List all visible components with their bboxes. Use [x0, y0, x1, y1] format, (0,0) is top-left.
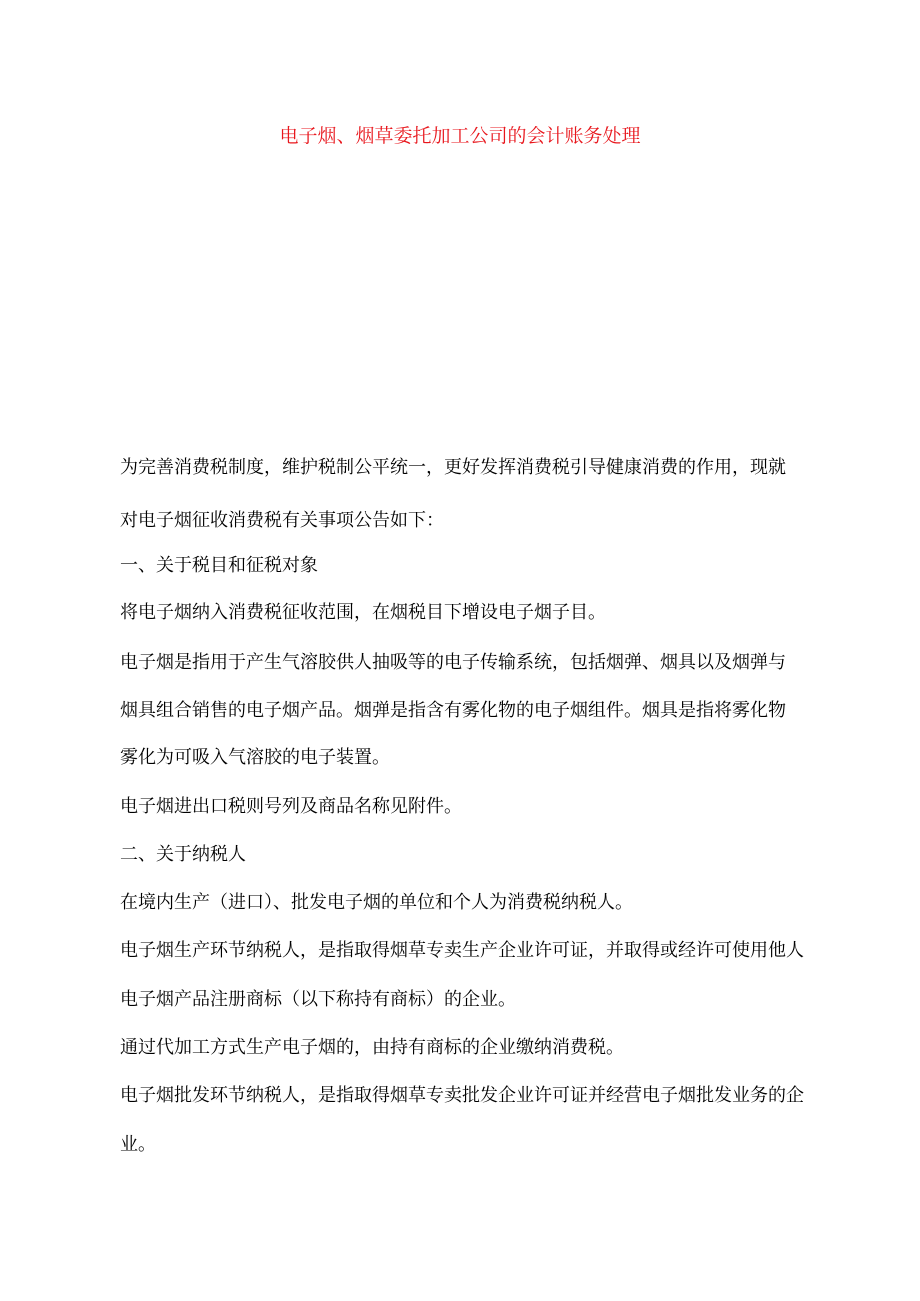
- paragraph-line: 对电子烟征收消费税有关事项公告如下：: [120, 510, 444, 531]
- paragraph-line: 通过代加工方式生产电子烟的，由持有商标的企业缴纳消费税。: [120, 1037, 624, 1058]
- section-heading-subject: 一、关于税目和征税对象: [120, 555, 318, 576]
- document-title: 电子烟、烟草委托加工公司的会计账务处理: [279, 125, 641, 147]
- paragraph-line: 电子烟是指用于产生气溶胶供人抽吸等的电子传输系统，包括烟弹、烟具以及烟弹与: [120, 652, 786, 673]
- paragraph-line: 雾化为可吸入气溶胶的电子装置。: [120, 747, 390, 768]
- paragraph-line: 电子烟进出口税则号列及商品名称见附件。: [120, 796, 462, 817]
- paragraph-line: 电子烟批发环节纳税人，是指取得烟草专卖批发企业许可证并经营电子烟批发业务的企: [120, 1085, 804, 1106]
- section-heading-taxpayer: 二、关于纳税人: [120, 844, 246, 865]
- paragraph-line: 在境内生产（进口）、批发电子烟的单位和个人为消费税纳税人。: [120, 892, 633, 913]
- paragraph-line: 烟具组合销售的电子烟产品。烟弹是指含有雾化物的电子烟组件。烟具是指将雾化物: [120, 700, 786, 721]
- paragraph-line: 电子烟产品注册商标（以下称持有商标）的企业。: [120, 989, 516, 1010]
- paragraph-line: 将电子烟纳入消费税征收范围，在烟税目下增设电子烟子目。: [120, 602, 606, 623]
- paragraph-line: 业。: [120, 1134, 156, 1155]
- paragraph-line: 电子烟生产环节纳税人，是指取得烟草专卖生产企业许可证，并取得或经许可使用他人: [120, 940, 804, 961]
- paragraph-line: 为完善消费税制度，维护税制公平统一，更好发挥消费税引导健康消费的作用，现就: [120, 457, 786, 478]
